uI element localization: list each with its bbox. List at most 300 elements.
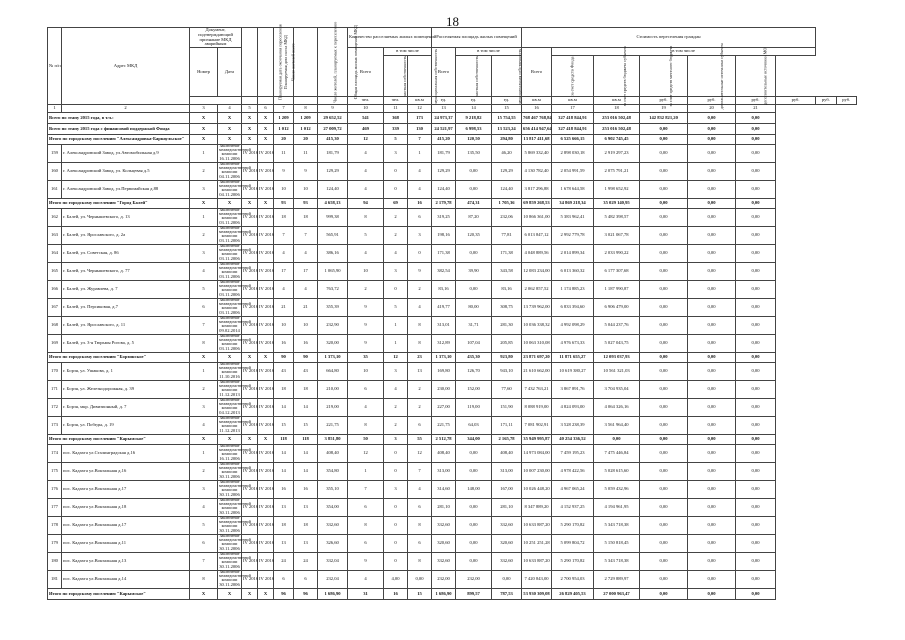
table-cell: 0,00 xyxy=(736,363,776,381)
header-cell xyxy=(456,56,492,97)
table-cell: 10 633 887,20 xyxy=(522,517,552,535)
table-cell: 326,60 xyxy=(318,535,348,553)
table-cell: 0,00 xyxy=(736,163,776,181)
table-cell: 0,00 xyxy=(688,417,736,435)
table-cell: 31,71 xyxy=(456,317,492,335)
table-cell: 408,40 xyxy=(432,445,456,463)
table-cell: 24 xyxy=(274,553,294,571)
status-text: Заключение межведомственной комиссии xyxy=(219,534,251,547)
table-cell: 5 xyxy=(190,517,218,535)
table-cell: 0,00 xyxy=(640,589,688,600)
table-cell: 4 xyxy=(348,245,384,263)
table-cell: 0,00 xyxy=(736,589,776,600)
table-cell: X xyxy=(190,135,218,145)
table-cell: 177 xyxy=(48,499,62,517)
table-cell: 0,00 xyxy=(736,463,776,481)
table-cell: X xyxy=(242,124,258,135)
table-cell: пос. Кадахта ул.Вокзальная д.13 xyxy=(62,553,190,571)
table-cell: 24 973,37 xyxy=(432,113,456,124)
table-cell: 0,00 xyxy=(408,571,432,589)
table-cell: 0,00 xyxy=(688,145,736,163)
table-cell: 3 704 935,04 xyxy=(594,381,640,399)
table-cell: 0,00 xyxy=(640,317,688,335)
table-cell: 5 xyxy=(384,135,408,145)
doc-date: 30.11.2006 xyxy=(219,492,240,498)
table-cell: 43 xyxy=(294,363,318,381)
table-cell: X xyxy=(242,199,258,209)
table-row xyxy=(48,481,857,499)
header-cell: в том числе xyxy=(384,48,432,56)
table-cell: 179 xyxy=(48,535,62,553)
table-cell: IV 2016 xyxy=(242,163,258,181)
table-cell: 14 xyxy=(294,463,318,481)
table-cell: 181 xyxy=(48,571,62,589)
table-cell: 312,89 xyxy=(432,335,456,353)
table-cell: 2 062 857,52 xyxy=(522,281,552,299)
table-cell: 768 467 768,84 xyxy=(522,113,552,124)
table-cell: 0,00 xyxy=(688,481,736,499)
table-cell: 0,00 xyxy=(640,209,688,227)
table-cell: 8 xyxy=(348,209,384,227)
unit-cell: кв.м xyxy=(594,97,640,105)
table-cell: X xyxy=(190,124,218,135)
table-row xyxy=(48,553,857,571)
table-cell: 1 xyxy=(190,209,218,227)
table-cell: 2 898 030,18 xyxy=(552,145,594,163)
table-cell: 4 xyxy=(274,245,294,263)
table-cell: 14 xyxy=(294,445,318,463)
table-cell: 119,00 xyxy=(456,399,492,417)
table-cell: 18 xyxy=(294,517,318,535)
table-cell: 0,00 xyxy=(736,227,776,245)
table-cell: 9 xyxy=(274,163,294,181)
table-cell: 2 700 954,03 xyxy=(552,571,594,589)
table-cell: IV 2016 xyxy=(242,209,258,227)
table-cell: X xyxy=(242,113,258,124)
table-cell: г. Балей, ул. Персиковая, д.7 xyxy=(62,299,190,317)
table-cell: 5 099 804,72 xyxy=(552,535,594,553)
column-numbers-row xyxy=(48,105,857,113)
table-cell: 1 012 xyxy=(294,124,318,135)
table-cell: X xyxy=(258,199,274,209)
table-cell: 13 xyxy=(408,363,432,381)
table-cell: X xyxy=(242,135,258,145)
table-cell: 923,80 xyxy=(492,353,522,363)
table-cell: X xyxy=(258,435,274,445)
table-cell: 14 xyxy=(294,399,318,417)
doc-date: 30.11.2006 xyxy=(219,474,240,480)
table-cell: Всего по этапу 2015 года, в т.ч.: xyxy=(48,113,190,124)
header-cell: Всего xyxy=(522,48,552,97)
table-cell: 1 xyxy=(190,363,218,381)
summary-row xyxy=(48,113,857,124)
table-cell: 3 xyxy=(384,263,408,281)
table-cell: 124,40 xyxy=(492,181,522,199)
table-cell: 0,00 xyxy=(688,335,736,353)
table-cell: 2 xyxy=(384,209,408,227)
table-cell: 14 xyxy=(274,399,294,417)
table-cell: 8 xyxy=(408,517,432,535)
status-text: Заключение межведомственной комиссии xyxy=(219,226,251,239)
table-cell: 7 xyxy=(408,463,432,481)
table-cell: 4 992 098,29 xyxy=(552,317,594,335)
table-cell: 8 xyxy=(348,417,384,435)
unit-cell xyxy=(258,97,274,105)
table-cell: 18 xyxy=(274,209,294,227)
table-cell: 0 xyxy=(384,281,408,299)
table-cell: 13 817 411,68 xyxy=(522,135,552,145)
table-cell: 7 xyxy=(190,553,218,571)
table-cell: 0 xyxy=(384,535,408,553)
table-cell: 0,00 xyxy=(688,435,736,445)
table-cell: IV 2016 xyxy=(242,381,258,399)
table-cell: 0,00 xyxy=(688,181,736,199)
status-text: Заключение межведомственной комиссии xyxy=(219,480,251,493)
table-cell: 43 xyxy=(274,363,294,381)
table-cell: 1 678 644,58 xyxy=(552,181,594,199)
status-text: Заключение межведомственной комиссии xyxy=(219,280,251,293)
column-number-cell: 2 xyxy=(62,105,190,113)
table-cell: IV 2016 xyxy=(242,227,258,245)
table-cell: 4 130 782,40 xyxy=(522,163,552,181)
table-cell: 15 xyxy=(294,417,318,435)
table-cell: 151,90 xyxy=(492,399,522,417)
table-cell: 8 347 889,20 xyxy=(522,499,552,517)
table-cell: 142 832 821,20 xyxy=(640,113,688,124)
table-cell: 181,79 xyxy=(432,145,456,163)
unit-cell: ед. xyxy=(456,97,492,105)
table-cell: 64,03 xyxy=(456,417,492,435)
table-cell: 0,00 xyxy=(688,163,736,181)
table-cell: 7 420 843,00 xyxy=(522,571,552,589)
table-cell: 210,00 xyxy=(318,381,348,399)
table-cell: 408,40 xyxy=(492,445,522,463)
table-cell: IV 2016 xyxy=(258,381,274,399)
table-cell: 0 xyxy=(384,163,408,181)
table-row xyxy=(48,463,857,481)
table-cell: 3 021 067,78 xyxy=(594,227,640,245)
table-cell: 1 xyxy=(348,463,384,481)
table-cell: 170 xyxy=(48,363,62,381)
table-cell: 415,20 xyxy=(432,135,456,145)
table-cell: г. Борзя, мкр. Дивизионный, д. 7 xyxy=(62,399,190,417)
header-text: муниципальная собственность xyxy=(517,48,523,104)
table-cell: 0,00 xyxy=(688,363,736,381)
table-cell: 5 290 170,82 xyxy=(552,553,594,571)
header-text: за счет средств Фонда xyxy=(569,56,575,96)
table-cell: X xyxy=(242,589,258,600)
table-cell: 120,35 xyxy=(456,227,492,245)
table-cell: Всего по этапу 2015 года с финансовой поддержкой Фонда xyxy=(48,124,190,135)
table-cell: г. Борзя, ул. Победы, д. 19 xyxy=(62,417,190,435)
table-cell: 69 859 268,53 xyxy=(522,199,552,209)
table-cell: 0,00 xyxy=(736,445,776,463)
table-cell: г. Борзя, ул. Ушакова, д. 1 xyxy=(62,363,190,381)
table-cell: 10 063 310,08 xyxy=(522,335,552,353)
table-cell: 0,00 xyxy=(688,209,736,227)
table-cell: 4,00 xyxy=(384,571,408,589)
table-cell: 1 686,90 xyxy=(432,589,456,600)
table-cell: 16 xyxy=(274,481,294,499)
doc-date: 03.11.2006 xyxy=(219,346,240,352)
table-cell: 4 xyxy=(408,181,432,199)
table-cell: IV 2016 xyxy=(258,209,274,227)
header-cell: Всего xyxy=(348,48,384,97)
table-cell: 415,30 xyxy=(318,135,348,145)
table-cell: 3 xyxy=(190,399,218,417)
table-cell: 130 xyxy=(408,124,432,135)
header-row-top xyxy=(48,28,857,48)
column-number-cell: 6 xyxy=(258,105,274,113)
table-cell: 10 xyxy=(294,317,318,335)
table-cell: 10 xyxy=(274,317,294,335)
doc-date: 03.11.2006 xyxy=(219,256,240,262)
table-cell: IV 2016 xyxy=(258,363,274,381)
table-cell: 320,60 xyxy=(432,535,456,553)
table-cell: пос. Кадахта ул.Сталинградская д.16 xyxy=(62,445,190,463)
table-cell: 0 xyxy=(384,499,408,517)
table-cell: 0,00 xyxy=(736,517,776,535)
table-cell: IV 2016 xyxy=(242,463,258,481)
table-cell: 0,00 xyxy=(736,263,776,281)
table-cell: 21 xyxy=(274,299,294,317)
table-cell: 354,80 xyxy=(318,463,348,481)
table-row xyxy=(48,299,857,317)
table-cell: 4 xyxy=(294,281,318,299)
table-cell: 171 xyxy=(48,381,62,399)
unit-cell: чел. xyxy=(348,97,384,105)
table-cell: 12 083 234,00 xyxy=(522,263,552,281)
table-cell: 3 xyxy=(408,227,432,245)
unit-cell: ед. xyxy=(492,97,522,105)
header-text: за счет средств местного бюджета xyxy=(668,45,674,107)
table-cell: 18 xyxy=(294,209,318,227)
table-cell: IV 2016 xyxy=(258,335,274,353)
table-cell: г. Балей, ул. Чернышевского, д. 77 xyxy=(62,263,190,281)
table-cell: 0,00 xyxy=(640,381,688,399)
table-cell: 2 014 899,34 xyxy=(552,245,594,263)
table-cell: пос. Кадахта ул.Вокзальная д.17 xyxy=(62,517,190,535)
table-cell: 4 xyxy=(190,417,218,435)
header-text: муниципальная собственность xyxy=(433,48,439,104)
table-cell: 7 432 763,21 xyxy=(522,381,552,399)
table-cell: 1 012 xyxy=(274,124,294,135)
table-cell: 382,54 xyxy=(432,263,456,281)
table-cell: 181,79 xyxy=(318,145,348,163)
table-cell: 6 013 360,32 xyxy=(552,263,594,281)
table-cell: 343,58 xyxy=(492,263,522,281)
table-cell: 1 373,10 xyxy=(318,353,348,363)
header-cell: Всего xyxy=(432,48,456,97)
table-cell: 5 027 043,75 xyxy=(594,335,640,353)
table-cell: 129,29 xyxy=(492,163,522,181)
table-cell: 0,00 xyxy=(640,145,688,163)
table-cell: IV 2016 xyxy=(258,227,274,245)
table-cell: 124,40 xyxy=(432,181,456,199)
header-text: частная собственность xyxy=(474,55,480,97)
table-cell: 2 xyxy=(384,227,408,245)
table-cell: 354,00 xyxy=(318,499,348,517)
header-cell: № п/п xyxy=(48,28,62,105)
doc-date: 03.11.2006 xyxy=(219,274,240,280)
table-cell: IV 2016 xyxy=(258,499,274,517)
table-cell: 0,00 xyxy=(688,124,736,135)
table-cell: 15 754,55 xyxy=(492,113,522,124)
table-cell: 87,20 xyxy=(456,209,492,227)
table-cell: 10 251 251,28 xyxy=(522,535,552,553)
table-cell: 83,16 xyxy=(432,281,456,299)
table-cell: 26 829 405,53 xyxy=(552,589,594,600)
table-cell: 169,80 xyxy=(432,363,456,381)
table-cell: 5 383 962,41 xyxy=(552,209,594,227)
table-cell: г. Балей, ул. 3-я Тюрьмы Рогова, д. 5 xyxy=(62,335,190,353)
table-cell: 9 xyxy=(348,553,384,571)
table-cell: 0,00 xyxy=(688,499,736,517)
table-cell: г. Александровский Завод, ул.Первомайская д.88 xyxy=(62,181,190,199)
table-cell: 31 xyxy=(348,589,384,600)
table-cell: 93 xyxy=(294,199,318,209)
table-cell: IV 2016 xyxy=(258,481,274,499)
table-cell: 1 xyxy=(190,145,218,163)
table-cell: 6 xyxy=(408,535,432,553)
table-cell: 135,50 xyxy=(456,145,492,163)
table-cell: 163 xyxy=(48,227,62,245)
table-row xyxy=(48,335,857,353)
table-row xyxy=(48,245,857,263)
table-cell: 332,60 xyxy=(318,517,348,535)
status-text: Заключение межведомственной комиссии xyxy=(219,180,251,193)
table-cell: 152,00 xyxy=(456,381,492,399)
table-cell: 0,00 xyxy=(640,163,688,181)
table-cell: 16 xyxy=(294,335,318,353)
table-cell: 0,00 xyxy=(594,435,640,445)
unit-cell: руб. xyxy=(640,97,688,105)
table-cell: 0,00 xyxy=(640,335,688,353)
table-cell: 4 xyxy=(408,299,432,317)
table-cell: 0,00 xyxy=(736,535,776,553)
table-cell: Итого по городскому поселению "Александровка-Барнаульское" xyxy=(48,135,190,145)
table-cell: 3 xyxy=(384,363,408,381)
table-cell: 129,29 xyxy=(432,163,456,181)
unit-cell: руб. xyxy=(736,97,776,105)
table-cell: 0 xyxy=(384,517,408,535)
column-number-cell: 8 xyxy=(294,105,318,113)
table-cell: 24 xyxy=(294,553,318,571)
table-cell: 419,77 xyxy=(432,299,456,317)
table-cell: 5 290 170,82 xyxy=(552,517,594,535)
table-cell: X xyxy=(258,113,274,124)
table-cell: 0,00 xyxy=(688,589,736,600)
table-cell: IV 2016 xyxy=(242,299,258,317)
table-cell: 10 619 380,27 xyxy=(552,363,594,381)
table-cell: 27 000 963,47 xyxy=(594,589,640,600)
table-cell: 6 xyxy=(348,499,384,517)
table-cell: 1 187 990,87 xyxy=(594,281,640,299)
table-cell: 0,00 xyxy=(456,517,492,535)
table-cell: 2 075 791,21 xyxy=(594,163,640,181)
table-cell: 0,00 xyxy=(688,227,736,245)
status-text: Заключение межведомственной комиссии xyxy=(219,416,251,429)
table-cell: 6 833 394,60 xyxy=(552,299,594,317)
doc-date: 11.10.2016 xyxy=(219,374,240,380)
table-cell: 2 033 990,22 xyxy=(594,245,640,263)
table-cell: 0,00 xyxy=(736,113,776,124)
table-cell: 0,00 xyxy=(736,317,776,335)
table-cell: 0,00 xyxy=(688,135,736,145)
table-cell: 7 xyxy=(294,227,318,245)
table-cell: 1 xyxy=(384,317,408,335)
table-cell: 320,00 xyxy=(318,335,348,353)
table-cell: 2 xyxy=(408,399,432,417)
table-cell: 0,00 xyxy=(736,553,776,571)
table-cell: 7 081 902,91 xyxy=(522,417,552,435)
table-cell: г. Балей, ул. Ярославского, д. 11 xyxy=(62,317,190,335)
header-text: Число жителей всего xyxy=(290,43,296,81)
table-cell: 0,00 xyxy=(640,517,688,535)
table-cell: 0,00 xyxy=(640,181,688,199)
column-number-cell: 12 xyxy=(408,105,432,113)
table-cell: 0,00 xyxy=(640,445,688,463)
table-cell: 1 174 885,23 xyxy=(552,281,594,299)
table-cell: 5 150 818,45 xyxy=(594,535,640,553)
table-cell: 162 xyxy=(48,209,62,227)
table-cell: 173 xyxy=(408,113,432,124)
unit-cell: кв.м xyxy=(408,97,432,105)
table-cell: 178 xyxy=(48,517,62,535)
table-cell: 3 xyxy=(190,245,218,263)
table-cell: 34 869 218,34 xyxy=(552,199,594,209)
table-cell: 18 xyxy=(274,381,294,399)
table-cell: 10 026 448,20 xyxy=(522,481,552,499)
table-cell: 3 xyxy=(190,181,218,199)
table-cell: 12 093 037,93 xyxy=(594,353,640,363)
table-cell: 2 992 779,78 xyxy=(552,227,594,245)
table-cell: X xyxy=(242,353,258,363)
table-cell: 10 xyxy=(348,263,384,281)
table-cell: 4 xyxy=(408,163,432,181)
unit-cell: ед. xyxy=(432,97,456,105)
header-cell: Дата xyxy=(218,48,242,97)
doc-date: 03.11.2006 xyxy=(219,310,240,316)
column-number-cell: 17 xyxy=(552,105,594,113)
table-cell: 172 xyxy=(48,399,62,417)
table-row xyxy=(48,363,857,381)
table-cell: 6 906 479,00 xyxy=(594,299,640,317)
table-cell: 18 xyxy=(274,517,294,535)
table-cell: 118 xyxy=(274,435,294,445)
table-cell: 3 xyxy=(384,145,408,163)
table-cell: 313,01 xyxy=(432,317,456,335)
table-cell: 281,30 xyxy=(492,317,522,335)
table-cell: 4 xyxy=(294,245,318,263)
table-cell: 0,00 xyxy=(640,124,688,135)
table-cell: Итого по городскому поселению "Борзинское" xyxy=(48,353,190,363)
table-cell: X xyxy=(218,199,242,209)
table-cell: 332,60 xyxy=(492,517,522,535)
housing-program-table xyxy=(47,21,857,600)
table-cell: 4 xyxy=(384,381,408,399)
table-cell: 0,00 xyxy=(640,135,688,145)
table-cell: 332,60 xyxy=(432,553,456,571)
table-cell: 6 xyxy=(294,571,318,589)
table-cell: 3 528 238,39 xyxy=(552,417,594,435)
table-cell: 13 xyxy=(274,499,294,517)
table-cell: 0,00 xyxy=(640,227,688,245)
table-cell: IV 2016 xyxy=(258,181,274,199)
table-row xyxy=(48,417,857,435)
table-cell: 664,80 xyxy=(318,363,348,381)
table-cell: 171,11 xyxy=(492,417,522,435)
